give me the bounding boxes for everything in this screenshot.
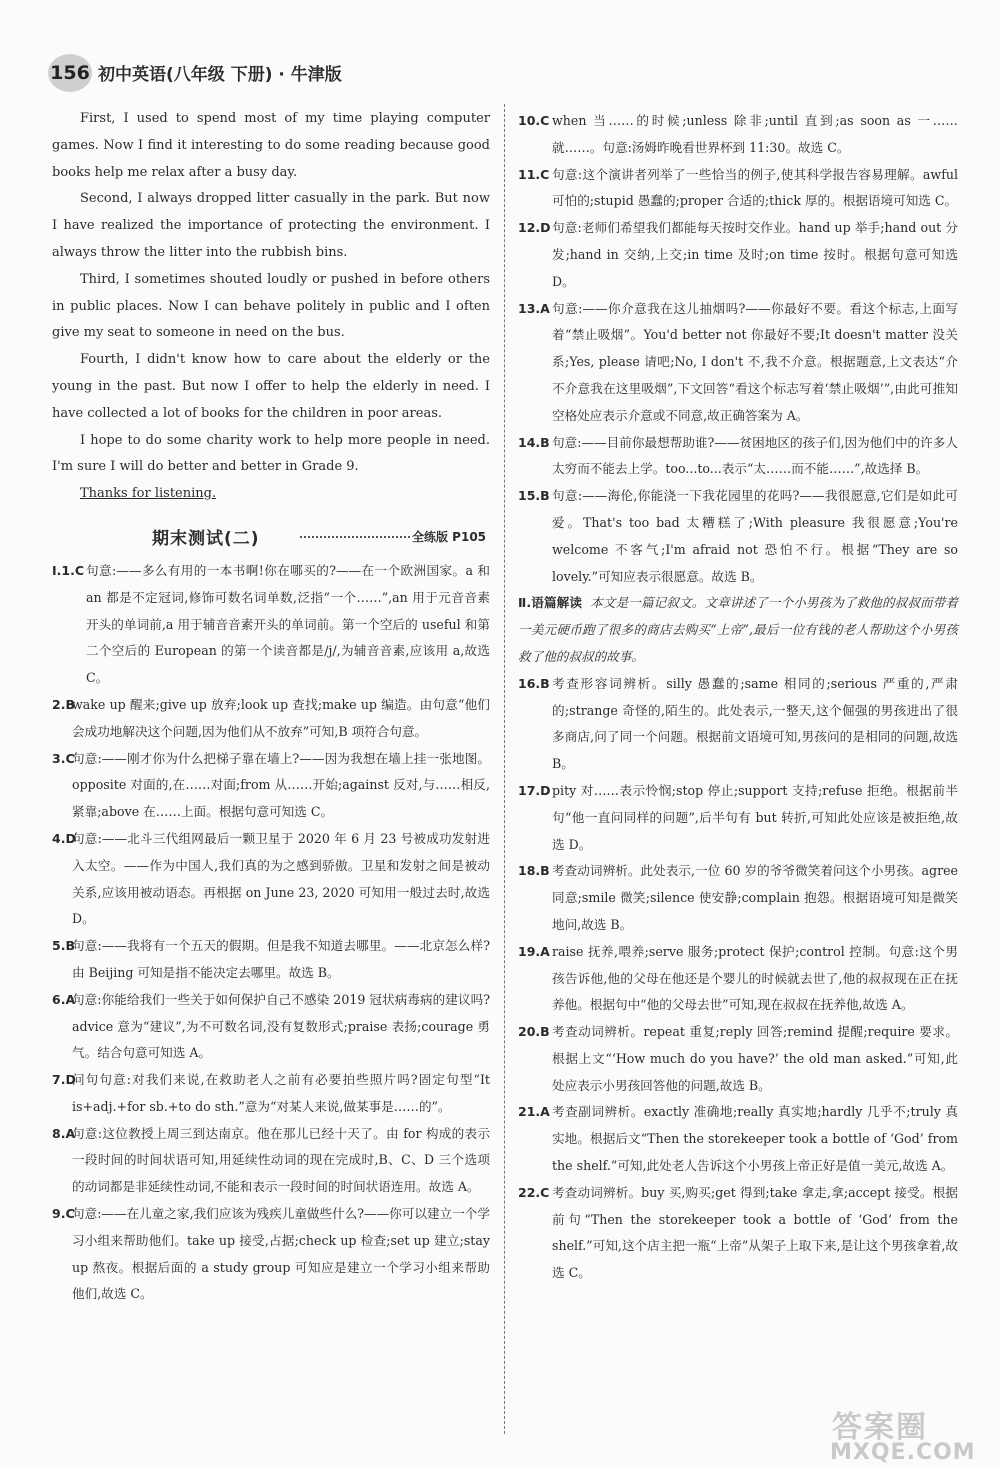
answer-item [52, 933, 490, 987]
answer-item [518, 1019, 958, 1099]
answer-explanation: 问句句意:对我们来说,在救助老人之前有必要拍些照片吗?固定句型“It is+adj.+for sb.+to do sth.”意为“对某人来说,做某事是……的”。 [72, 1072, 490, 1114]
section-page-ref: 全练版 P105 [412, 529, 487, 544]
answer-item [518, 430, 958, 484]
page-number: 156 [48, 54, 92, 92]
answer-item [52, 1067, 490, 1121]
answer-item [52, 987, 490, 1067]
essay-paragraph: I hope to do some charity work to help more people in need. I'm sure I will do better and better in Grade 9. [52, 432, 490, 475]
answer-explanation: 句意:这位教授上周三到达南京。他在那儿已经十天了。由 for 构成的表示一段时间的时间状语可知,用延续性动词的现在完成时,B、C、D 三个选项的动词都是非延续性动词,不能和表示一段时间的时间状语连用。故选 A。 [72, 1125, 490, 1195]
section-title: 期末测试(二) [152, 528, 260, 549]
answer-number: 7.D [52, 1072, 76, 1088]
answer-item [518, 162, 958, 216]
answer-item [518, 108, 958, 162]
answer-number: 19.A [518, 943, 550, 959]
answer-number: 3.C [52, 750, 75, 766]
essay-paragraph: First, I used to spend most of my time playing computer games. Now I find it interesting to do some reading because good books help me relax after a busy day. [52, 111, 490, 180]
answer-item [518, 858, 958, 938]
answer-item [518, 671, 958, 778]
answer-item [518, 1099, 958, 1179]
answer-explanation: pity 对……表示怜悯;stop 停止;support 支持;refuse 拒绝。根据前半句“他一直问同样的问题”,后半句有 but 转折,可知此处应该是被拒绝,故选 D。 [552, 782, 958, 852]
answer-number: 6.A [52, 991, 76, 1007]
essay-paragraph: Second, I always dropped litter casually in the park. But now I have realized the importance of protecting the environment. I always throw the litter into the rubbish bins. [52, 191, 490, 260]
answer-explanation: when 当……的时候;unless 除非;until 直到;as soon as 一……就……。句意:汤姆昨晚看世界杯到 11:30。故选 C。 [552, 113, 958, 155]
essay-paragraph: Third, I sometimes shouted loudly or pushed in before others in public places. Now I can behave politely in public and I often give my seat to someone in need on the bus. [52, 271, 490, 341]
answer-number: 16.B [518, 675, 550, 691]
answer-explanation: 考查动词辨析。此处表示,一位 60 岁的爷爷微笑着问这个小男孩。agree 同意;smile 微笑;silence 使安静;complain 抱怨。根据语境可知是微笑地问,故选 B。 [552, 863, 958, 932]
answer-item [518, 778, 958, 858]
answer-item [518, 296, 958, 430]
column-divider [504, 104, 505, 1434]
answer-number: 20.B [518, 1024, 550, 1040]
answer-number: 5.B [52, 938, 75, 954]
answer-explanation: 句意:——你介意我在这儿抽烟吗?——你最好不要。看这个标志,上面写着“禁止吸烟”。You'd better not 你最好不要;It doesn't matter 没关系;Yes, please 请吧;No, I don't 不,我不介意。根据题意,上文表达“介不介意我在这里吸烟”,下文回答“看这个标志写着‘禁止吸烟’”,由此可推知空格处应表示介意或不同意,故正确答案为 A。 [552, 300, 958, 423]
essay-closing [52, 481, 490, 508]
answer-explanation: 句意:——海伦,你能浇一下我花园里的花吗?——我很愿意,它们是如此可爱。That's too bad 太糟糕了;With pleasure 我很愿意;You're welcome 不客气;I'm afraid not 恐怕不行。根据“They are so lovely.”可知应表示很愿意。故选 B。 [552, 488, 958, 584]
watermark-logo: 答案圈 [832, 1410, 928, 1445]
answer-explanation: 句意:——北斗三代组网最后一颗卫星于 2020 年 6 月 23 号被成功发射进入太空。——作为中国人,我们真的为之感到骄傲。卫星和发射之间是被动关系,应该用被动语态。再根据 on June 23, 2020 可知用一般过去时,故选 D。 [72, 830, 490, 927]
answer-number: 18.B [518, 863, 550, 879]
answer-explanation: 句意:——在儿童之家,我们应该为残疾儿童做些什么?——你可以建立一个学习小组来帮助他们。take up 接受,占据;check up 检查;set up 建立;stay up 熬夜。根据后面的 a study group 可知应是建立一个学习小组来帮助他们,故选 C。 [72, 1206, 490, 1302]
answer-explanation: raise 抚养,喂养;serve 服务;protect 保护;control 控制。句意:这个男孩告诉他,他的父母在他还是个婴儿的时候就去世了,他的叔叔现在正在抚养他。根据句中“他的父母去世”可知,现在叔叔在抚养他,故选 A。 [552, 943, 958, 1013]
answer-item [52, 558, 490, 692]
essay-closing-text: Thanks for listening. [80, 486, 217, 502]
reading-label: Ⅱ.语篇解读 [518, 595, 583, 611]
answer-item [52, 1121, 490, 1201]
answer-explanation: 考查副词辨析。exactly 准确地;really 真实地;hardly 几乎不;truly 真实地。根据后文“Then the storekeeper took a bottle of ‘God’ from the shelf.”可知,此处老人告诉这个小男孩上帝正好是值一美元,故选 A。 [552, 1104, 958, 1174]
answer-explanation: 句意:老师们希望我们都能每天按时交作业。hand up 举手;hand out 分发;hand in 交纳,上交;in time 及时;on time 按时。根据句意可知选 D。 [552, 220, 958, 289]
book-title: 初中英语(八年级 下册) · 牛津版 [98, 65, 342, 85]
answer-number: 21.A [518, 1104, 550, 1120]
answer-number: 8.A [52, 1125, 76, 1141]
answer-number: 12.D [518, 220, 551, 236]
answer-number: 15.B [518, 488, 550, 504]
answer-explanation: 句意:——目前你最想帮助谁?——贫困地区的孩子们,因为他们中的许多人太穷而不能去上学。too...to...表示“太……而不能……”,故选择 B。 [552, 434, 958, 477]
answer-item [52, 826, 490, 933]
section-heading [52, 524, 490, 552]
answer-number: 17.D [518, 782, 551, 798]
essay-paragraph: Fourth, I didn't know how to care about the elderly or the young in the past. But now I offer to help the elderly in need. I have collected a lot of books for the children in poor areas. [52, 352, 490, 421]
answer-number: 22.C [518, 1184, 550, 1200]
answer-item [518, 483, 958, 590]
left-column [52, 106, 490, 1308]
answer-number: 11.C [518, 166, 550, 182]
answer-number: 14.B [518, 434, 550, 450]
section-leader-dots [300, 536, 410, 538]
answer-number: 4.D [52, 830, 76, 846]
answer-number: Ⅰ.1.C [52, 562, 85, 578]
right-column [518, 108, 958, 1287]
reading-summary [518, 590, 958, 670]
answer-explanation: 句意:这个演讲者列举了一些恰当的例子,使其科学报告容易理解。awful 可怕的;stupid 愚蠢的;proper 合适的;thick 厚的。根据语境可知选 C。 [552, 166, 958, 209]
page-header [48, 52, 988, 96]
answer-item [518, 215, 958, 295]
answer-explanation: 句意:——刚才你为什么把梯子靠在墙上?——因为我想在墙上挂一张地图。opposite 对面的,在……对面;from 从……开始;against 反对,与……相反,紧靠;above 在……上面。根据句意可知选 C。 [72, 750, 490, 820]
reading-text: 本文是一篇记叙文。文章讲述了一个小男孩为了救他的叔叔而带着一美元硬币跑了很多的商店去购买“上帝”,最后一位有钱的老人帮助这个小男孩救了他的叔叔的故事。 [518, 595, 959, 664]
answer-explanation: 句意:——我将有一个五天的假期。但是我不知道去哪里。——北京怎么样?由 Beijing 可知是指不能决定去哪里。故选 B。 [72, 938, 490, 980]
answer-number: 2.B [52, 696, 75, 712]
answer-explanation: 考查形容词辨析。silly 愚蠢的;same 相同的;serious 严重的,严肃的;strange 奇怪的,陌生的。此处表示,一整天,这个倔强的男孩进出了很多商店,问了同一个问题。根据前文语境可知,男孩问的是相同的问题,故选 B。 [552, 675, 958, 772]
answer-item [518, 939, 958, 1019]
answer-explanation: 考查动词辨析。buy 买,购买;get 得到;take 拿走,拿;accept 接受。根据前句“Then the storekeeper took a bottle of ‘God’ from the shelf.”可知,这个店主把一瓶“上帝”从架子上取下来,是让这个男孩拿着,故选 C。 [552, 1184, 958, 1281]
answer-item [52, 692, 490, 746]
watermark-url: MXQE.COM [830, 1440, 976, 1465]
answer-item [52, 1201, 490, 1308]
answer-explanation: 句意:你能给我们一些关于如何保护自己不感染 2019 冠状病毒病的建议吗?advice 意为“建议”,为不可数名词,没有复数形式;praise 表扬;courage 勇气。结合句意可知选 A。 [72, 991, 490, 1061]
answer-explanation: 句意:——多么有用的一本书啊!你在哪买的?——在一个欧洲国家。a 和 an 都是不定冠词,修饰可数名词单数,泛指“一个……”,an 用于元音音素开头的单词前,a 用于辅音音素开头的单词前。第一个空后的 useful 和第二个空后的 European 的第一个读音都是/j/,为辅音音素,应该用 a,故选 C。 [86, 562, 490, 686]
answer-explanation: 考查动词辨析。repeat 重复;reply 回答;remind 提醒;require 要求。根据上文“‘How much do you have?’ the old man asked.”可知,此处应表示小男孩回答他的问题,故选 B。 [552, 1024, 958, 1093]
answer-number: 13.A [518, 300, 550, 316]
answer-number: 9.C [52, 1206, 75, 1222]
answer-number: 10.C [518, 113, 550, 128]
answer-explanation: wake up 醒来;give up 放弃;look up 查找;make up 编造。由句意“他们会成功地解决这个问题,因为他们从不放弃”可知,B 项符合句意。 [72, 696, 490, 739]
answer-item [518, 1180, 958, 1287]
answer-item [52, 746, 490, 826]
